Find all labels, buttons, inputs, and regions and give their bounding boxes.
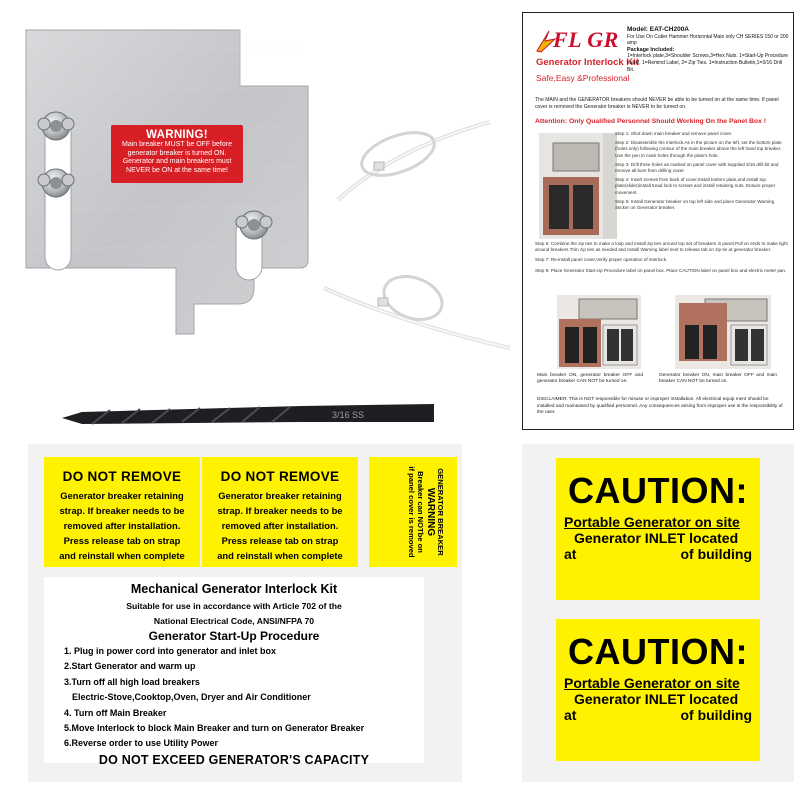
package-label: Package Included: [627,46,675,53]
procedure-step: 3.Turn off all high load breakers [64,676,200,687]
vertical-text-group [369,457,457,567]
label-line: Press release tab on strap [63,535,181,546]
vertical-line3: Breaker can NOTbe on [416,471,425,553]
tagline: Safe,Easy &Professional [536,73,630,83]
caution-of-building: of building [680,707,752,723]
step-item: Step 3: Drill three holes as marked on panel cover with supplied 3/16 drill bit and remove all burs from drilling cover. [615,161,779,174]
caution-label [556,458,760,600]
caution-at: at [564,707,577,723]
step-item: Step 1: Shut down main breaker and remove panel cover. [615,131,733,136]
label-line: Press release tab on strap [221,535,339,546]
do-not-remove-label [44,457,200,567]
vertical-line4: if panel cover is removed [407,466,416,558]
step-item: Step 2: Disassemble the interlock.As in the picture on the left, set the bottom plate (holes only) following contour of the main breaker above the left hand top breaker. Use the pen to mark holes through the plate's hole. [615,140,782,158]
warning-title: WARNING! [146,129,208,141]
procedure-step: Electric-Stove,Cooktop,Oven, Dryer and Air Conditioner [72,692,311,703]
label-body [44,488,200,563]
panel-diagram-right [675,295,771,369]
steps-list [615,131,789,211]
caution-at: at [564,546,577,562]
intro-text: The MAIN and the GENERATOR breakers should NEVER be able to be turned on at the same time. If panel cover is removed the Generator breaker is NEVER to be turned on. [535,97,779,110]
do-not-remove-label [202,457,358,567]
step-item: Step 4: Insert screws from back of cover,install bottom plate,and install top plate(slider)install tread lock to screws and install retaining nuts. Ensure proper movement. [615,177,776,195]
procedure-step: 1. Plug in power cord into generator and inlet box [64,646,277,656]
panel-diagram-left [557,295,641,369]
procedure-subtitle: National Electrical Code, ANSI/NFPA 70 [153,616,315,626]
procedure-step: 4. Turn off Main Breaker [64,707,167,718]
label-title: DO NOT REMOVE [62,469,182,484]
drill-bit-marking: 3/16 SS [332,410,365,420]
disclaimer: DISCLAIMER: This is NOT responsible for misuse or improper installation. All electrical equip ment should be installed and maintained by qualified personnel. Any consequences arising from improper use is the responsibility of the user. [537,397,783,416]
instruction-sheet [522,12,794,430]
caution-label [556,619,760,761]
label-line: and reinstall when complete [217,550,343,561]
procedure-title: Mechanical Generator Interlock Kit [130,582,338,596]
label-line: and reinstall when complete [59,550,185,561]
vertical-line1: GENERATOR BREAKER [436,468,445,556]
caution-title: CAUTION: [568,631,748,672]
label-body [202,488,358,563]
zip-tie-icon [318,268,518,358]
zip-tie-icon [328,112,498,212]
model-description: For Use On Cutler Hammer Horizontal Main only CH SERIES 150 or 200 amp [627,33,789,47]
caution-line: Portable Generator on site [564,675,740,691]
warning-line: generator breaker is turned ON. [127,149,227,157]
caution-line [556,707,760,723]
caption-right: Generator breaker ON, main breaker OFF and main breaker CAN NOT be turned on. [659,373,777,385]
procedure-step: 2.Start Generator and warm up [64,661,196,672]
package-items: 1=Interlock plate,3=Shoulder Screws,3=Hex Nuts. 1=Start-Up Procedure Label, 1=Remind Label, 2= Zip Ties. 1=Instruction Bulletin,1=3/16 Drill Bit. [627,53,788,73]
label-title: DO NOT REMOVE [220,469,340,484]
step-item: Step 7: Re-install panel cover,Verify proper operation of interlock. [535,257,668,263]
procedure-step: 5.Move Interlock to block Main Breaker and turn on Generator Breaker [64,723,365,734]
warning-line: Generator and main breakers must [122,158,232,166]
caution-line: Generator INLET located [574,691,739,707]
kit-title: Generator Interlock Kit [536,57,639,68]
warning-sticker [111,125,243,183]
interlock-plate [18,28,318,338]
warning-line: Main breaker MUST be OFF before [122,141,232,148]
caution-line: Generator INLET located [574,530,739,546]
label-line: removed after installation. [221,520,339,531]
procedure-footer: DO NOT EXCEED GENERATOR'S CAPACITY [98,752,370,767]
step-item: Step 5: Install Generator breaker on top left side and place Generator Warning Sticker on Generator breaker. [615,198,775,211]
label-line: removed after installation. [63,520,181,531]
caution-line [556,546,760,562]
startup-procedure-label [44,577,424,767]
procedure-step: 6.Reverse order to use Utility Power [64,738,219,749]
steps-list-2 [535,241,789,274]
step-item: Step 8: Place Generator Start-Up Procedure label on panel box. Place CAUTION label on panel box and electric meter pan. [535,267,787,273]
drill-bit-icon [62,396,442,436]
generator-breaker-warning-label [369,457,457,567]
label-line: Generator breaker retaining [60,490,184,501]
caption-left: Main breaker ON, generator breaker OFF and generator breaker CAN NOT be turned on. [537,373,643,385]
label-line: Generator breaker retaining [218,490,342,501]
vertical-line2: WARNING [425,487,436,537]
model-number: Model: EAT-CH200A [627,26,689,33]
caution-of-building: of building [680,546,752,562]
procedure-subtitle: Suitable for use in accordance with Article 702 of the [126,601,342,611]
step-item: Step 6: Combine the zip ties to make a loop and install zip ties around top set of breakers in panel.Pull on ends to make tight around breakers.Trim zip ties as needed and Install Warning label next to release tab on zip tie at generator breaker. [535,241,788,253]
attention-heading: Attention: Only Qualified Personnel Should Working On the Panel Box ! [535,118,766,125]
panel-photo [539,133,603,239]
brand-logo: FL GR [553,27,619,52]
model-info [627,27,789,73]
caution-title: CAUTION: [568,470,748,511]
warning-line: NEVER be ON at the same time! [126,166,228,174]
label-line: strap. If breaker needs to be [217,505,343,516]
procedure-heading: Generator Start-Up Procedure [148,629,320,643]
caution-line: Portable Generator on site [564,514,740,530]
label-line: strap. If breaker needs to be [59,505,185,516]
